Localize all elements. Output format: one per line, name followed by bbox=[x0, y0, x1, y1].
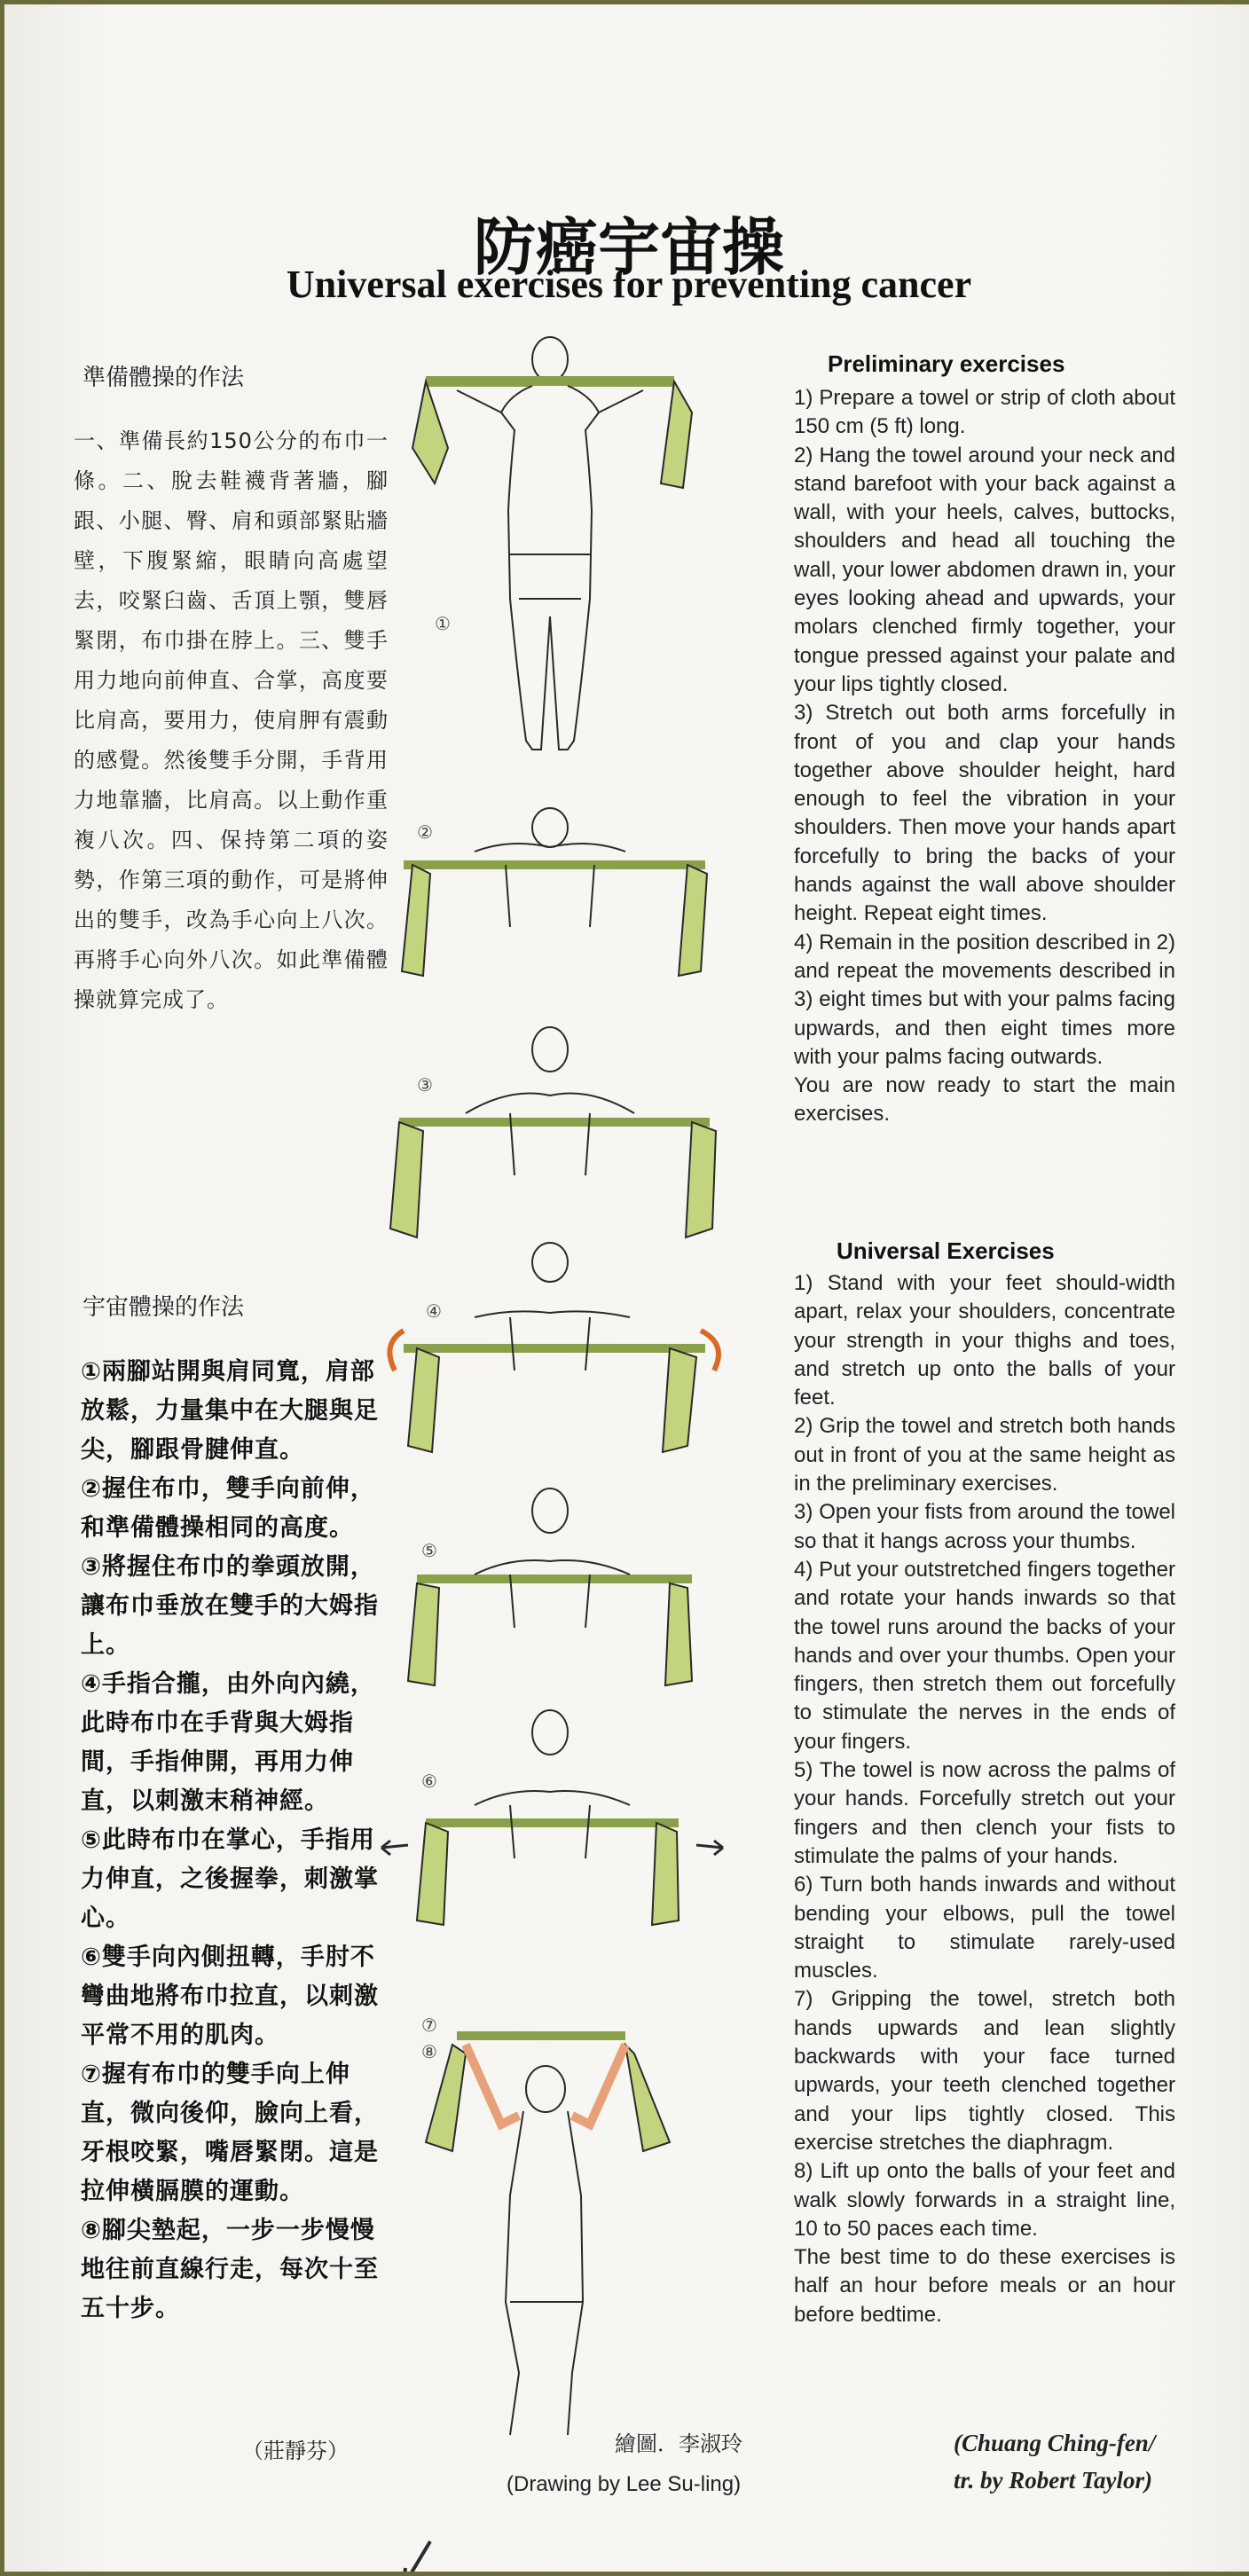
en-paragraph: 7) Gripping the towel, stretch both hands upwards and lean slightly backwards with your face turned upwards, your teeth clenched together and your lips tightly closed. This exercise stretches the diaphragm. bbox=[794, 1987, 1175, 2155]
zh-step: ④手指合攏，由外向內繞，此時布巾在手背與大姆指間，手指伸開，再用力伸直，以刺激末稍神經。 bbox=[81, 1670, 375, 1815]
en-paragraph: 2) Hang the towel around your neck and stand barefoot with your back against a wall, with your heels, calves, buttocks, shoulders and head all touching the wall, your lower abdomen drawn in, your eyes looking ahead and upwards, your molars clenched firmly together, your tongue pressed against your palate and your lips tightly closed. bbox=[794, 443, 1175, 696]
credit-english: (Drawing by Lee Su-ling) bbox=[507, 2472, 742, 2496]
en-prep-block bbox=[794, 384, 1175, 1129]
figure-number: ① bbox=[435, 613, 451, 634]
figure-number: ② bbox=[417, 821, 433, 843]
en-paragraph: 4) Remain in the position described in 2) and repeat the movements described in 3) eight times but with your palms facing upwards, and then eight times more with your palms facing outwards. bbox=[794, 930, 1175, 1069]
zh-author: （莊靜芬） bbox=[242, 2439, 349, 2463]
figure-2-illustration bbox=[402, 808, 707, 976]
zh-step: ②握住布巾，雙手向前伸，和準備體操相同的高度。 bbox=[81, 1475, 375, 1542]
zh-step: ⑥雙手向內側扭轉，手肘不彎曲地將布巾拉直，以刺激平常不用的肌肉。 bbox=[81, 1944, 379, 2049]
zh-main-heading: 宇宙體操的作法 bbox=[82, 1294, 245, 1321]
zh-step: ⑤此時布巾在掌心，手指用力伸直，之後握拳，刺激掌心。 bbox=[81, 1826, 379, 1932]
zh-prep-text-block bbox=[74, 421, 389, 1020]
zh-prep-heading: 準備體操的作法 bbox=[82, 365, 245, 391]
en-paragraph: The best time to do these exercises is half an hour before meals or an hour before bedtime. bbox=[794, 2245, 1175, 2327]
en-paragraph: 3) Open your fists from around the towel so that it hangs across your thumbs. bbox=[794, 1500, 1175, 1553]
zh-prep-text: 一、準備長約150公分的布巾一條。二、脫去鞋襪背著牆，腳跟、小腿、臀、肩和頭部緊貼牆壁，下腹緊縮，眼睛向高處望去，咬緊臼齒、舌頂上顎，雙唇緊閉，布巾掛在脖上。三、雙手用力地向前伸直、合掌，高度要比肩高，要用力，使肩胛有震動的感覺。然後雙手分開，手背用力地靠牆，比肩高。以上動作重複八次。四、保持第二項的姿勢，作第三項的動作，可是將伸出的雙手，改為手心向上八次。再將手心向外八次。如此準備體操就算完成了。 bbox=[74, 428, 389, 1012]
en-paragraph: 2) Grip the towel and stretch both hands out in front of you at the same height as in the preliminary exercises. bbox=[794, 1414, 1175, 1496]
en-main-heading: Universal Exercises bbox=[837, 1237, 1055, 1264]
figure-number: ③ bbox=[417, 1074, 433, 1096]
figure-6-illustration bbox=[381, 1710, 723, 1925]
zh-step: ⑦握有布巾的雙手向上伸直，微向後仰，臉向上看，牙根咬緊，嘴唇緊閉。這是拉伸橫膈膜的運動。 bbox=[81, 2061, 379, 2205]
zh-step: ①兩腳站開與肩同寬，肩部放鬆，力量集中在大腿與足尖，腳跟骨腱伸直。 bbox=[81, 1358, 379, 1464]
figure-4-illustration bbox=[389, 1243, 719, 1452]
zh-steps bbox=[81, 1353, 387, 2329]
figure-number: ⑦ bbox=[421, 2014, 437, 2036]
en-paragraph: 3) Stretch out both arms forcefully in front of you and clap your hands together above shoulder height, hard enough to feel the vibration in your shoulders. Then move your hands apart forcefully to bring the backs of your hands against the wall above shoulder height. Repeat eight times. bbox=[794, 701, 1175, 926]
signature-line-1: (Chuang Ching-fen/ bbox=[954, 2430, 1156, 2456]
en-main-block bbox=[794, 1269, 1175, 2329]
en-paragraph: You are now ready to start the main exercises. bbox=[794, 1073, 1175, 1127]
signature-line-2: tr. by Robert Taylor) bbox=[954, 2467, 1153, 2494]
zh-step: ⑧腳尖墊起，一步一步慢慢地往前直線行走，每次十至五十步。 bbox=[81, 2217, 379, 2322]
figure-number: ④ bbox=[426, 1300, 442, 1322]
en-paragraph: 5) The towel is now across the palms of your hands. Forcefully stretch out your fingers and then clench your fists to stimulate the palms of your hands. bbox=[794, 1758, 1175, 1868]
title-chinese: 防癌宇宙操 bbox=[474, 210, 784, 284]
figure-number: ⑧ bbox=[421, 2041, 437, 2062]
en-paragraph: 1) Stand with your feet should-width apart, relax your shoulders, concentrate your strength in your thighs and toes, and stretch up onto the balls of your feet. bbox=[794, 1271, 1175, 1410]
en-paragraph: 6) Turn both hands inwards and without bending your elbows, pull the towel straight to stimulate rarely-used muscles. bbox=[794, 1873, 1175, 1983]
en-paragraph: 1) Prepare a towel or strip of cloth about 150 cm (5 ft) long. bbox=[794, 386, 1175, 439]
figure-5-illustration bbox=[408, 1488, 692, 1685]
en-paragraph: 8) Lift up onto the balls of your feet and walk slowly forwards in a straight line, 10 to 50 paces each time. bbox=[794, 2159, 1175, 2241]
figure-1-illustration bbox=[412, 337, 692, 750]
credit-chinese: 繪圖．李淑玲 bbox=[615, 2432, 742, 2456]
exercise-illustrations bbox=[377, 333, 767, 2576]
title-english: Universal exercises for preventing cancer bbox=[286, 263, 972, 306]
figure-number: ⑤ bbox=[421, 1540, 437, 1561]
en-paragraph: 4) Put your outstretched fingers together and rotate your hands inwards so that the towel runs around the backs of your hands and over your thumbs. Open your fingers, then stretch them out forcefully to stimulate the nerves in the ends of your fingers. bbox=[794, 1557, 1175, 1754]
figure-3-illustration bbox=[390, 1027, 716, 1237]
en-prep-heading: Preliminary exercises bbox=[828, 350, 1065, 377]
figure-number: ⑥ bbox=[421, 1771, 437, 1792]
zh-step: ③將握住布巾的拳頭放開，讓布巾垂放在雙手的大姆指上。 bbox=[81, 1553, 379, 1659]
